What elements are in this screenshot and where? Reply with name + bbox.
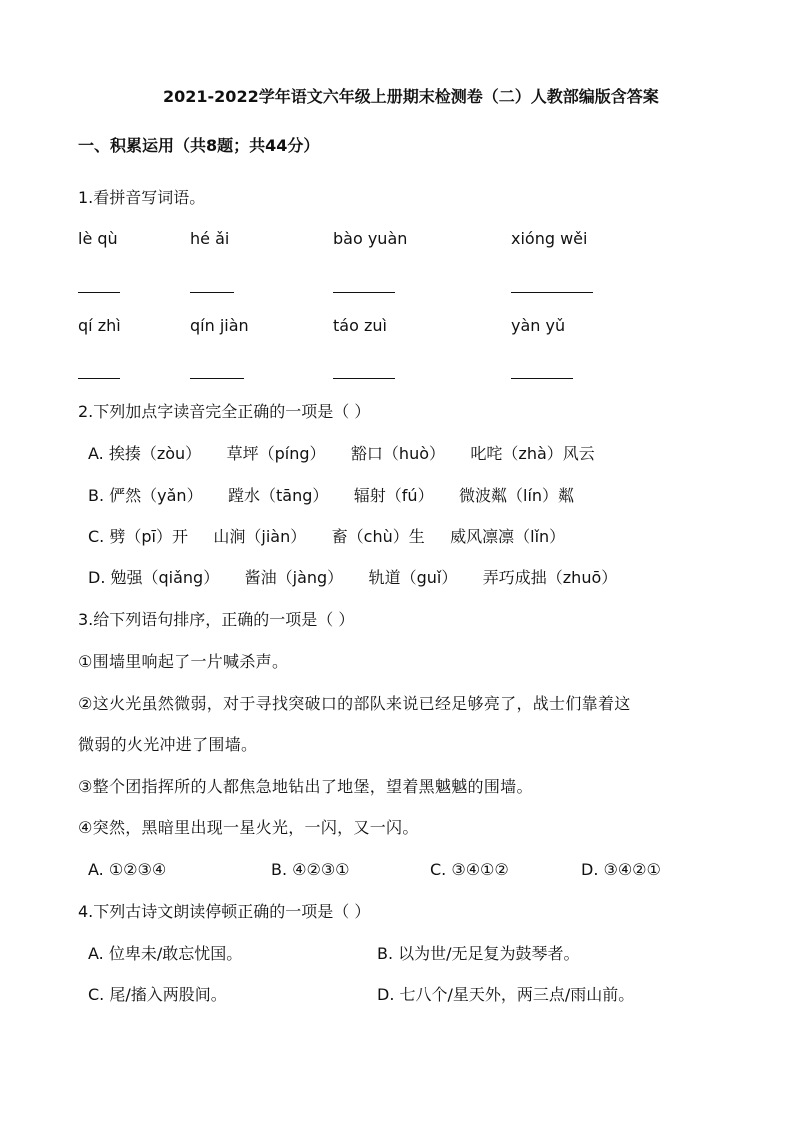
option-a[interactable]: A. 挨揍（zòu） 草坪（píng） 豁口（huò） 叱咤（zhà）风云: [88, 444, 595, 463]
pinyin-item: táo zuì: [333, 316, 387, 335]
pinyin-item: qí zhì: [78, 316, 121, 335]
question-4-stem: 4.下列古诗文朗读停顿正确的一项是（ ）: [78, 902, 371, 921]
question-2-stem: 2.下列加点字读音完全正确的一项是（ ）: [78, 402, 371, 421]
answer-blank[interactable]: [190, 292, 234, 293]
option-d[interactable]: D. ③④②①: [581, 860, 661, 879]
pinyin-item: qín jiàn: [190, 316, 249, 335]
option-b[interactable]: B. 俨然（yǎn） 蹚水（tāng） 辐射（fú） 微波粼（lín）粼: [88, 486, 575, 505]
option-d[interactable]: D. 七八个/星天外，两三点/雨山前。: [377, 985, 635, 1004]
answer-blank[interactable]: [511, 292, 593, 293]
answer-blank[interactable]: [190, 378, 244, 379]
pinyin-item: lè qù: [78, 229, 118, 248]
question-1-stem: 1.看拼音写词语。: [78, 188, 206, 207]
sentence-1: ①围墙里响起了一片喊杀声。: [78, 652, 289, 671]
sentence-2: ②这火光虽然微弱，对于寻找突破口的部队来说已经足够亮了，战士们靠着这: [78, 694, 631, 713]
pinyin-item: bào yuàn: [333, 229, 408, 248]
answer-blank[interactable]: [511, 378, 573, 379]
section-heading: 一、积累运用（共8题；共44分）: [78, 136, 320, 155]
answer-blank[interactable]: [333, 378, 395, 379]
sentence-4: ④突然，黑暗里出现一星火光，一闪，又一闪。: [78, 818, 419, 837]
sentence-2-continued: 微弱的火光冲进了围墙。: [78, 735, 258, 754]
pinyin-item: hé ǎi: [190, 229, 230, 248]
answer-blank[interactable]: [78, 292, 120, 293]
pinyin-item: xióng wěi: [511, 229, 588, 248]
option-b[interactable]: B. 以为世/无足复为鼓琴者。: [377, 944, 580, 963]
pinyin-item: yàn yǔ: [511, 316, 566, 335]
option-a[interactable]: A. ①②③④: [88, 860, 167, 879]
option-c[interactable]: C. ③④①②: [430, 860, 509, 879]
question-3-stem: 3.给下列语句排序，正确的一项是（ ）: [78, 610, 355, 629]
option-c[interactable]: C. 尾/搐入两股间。: [88, 985, 227, 1004]
option-d[interactable]: D. 勉强（qiǎng） 酱油（jàng） 轨道（guǐ） 弄巧成拙（zhuō）: [88, 568, 618, 587]
answer-blank[interactable]: [333, 292, 395, 293]
option-b[interactable]: B. ④②③①: [271, 860, 350, 879]
answer-blank[interactable]: [78, 378, 120, 379]
document-title: 2021-2022学年语文六年级上册期末检测卷（二）人教部编版含答案: [163, 87, 659, 106]
option-c[interactable]: C. 劈（pī）开 山涧（jiàn） 畜（chù）生 威风凛凛（lǐn）: [88, 527, 566, 546]
sentence-3: ③整个团指挥所的人都焦急地钻出了地堡，望着黑魆魆的围墙。: [78, 777, 533, 796]
option-a[interactable]: A. 位卑未/敢忘忧国。: [88, 944, 243, 963]
